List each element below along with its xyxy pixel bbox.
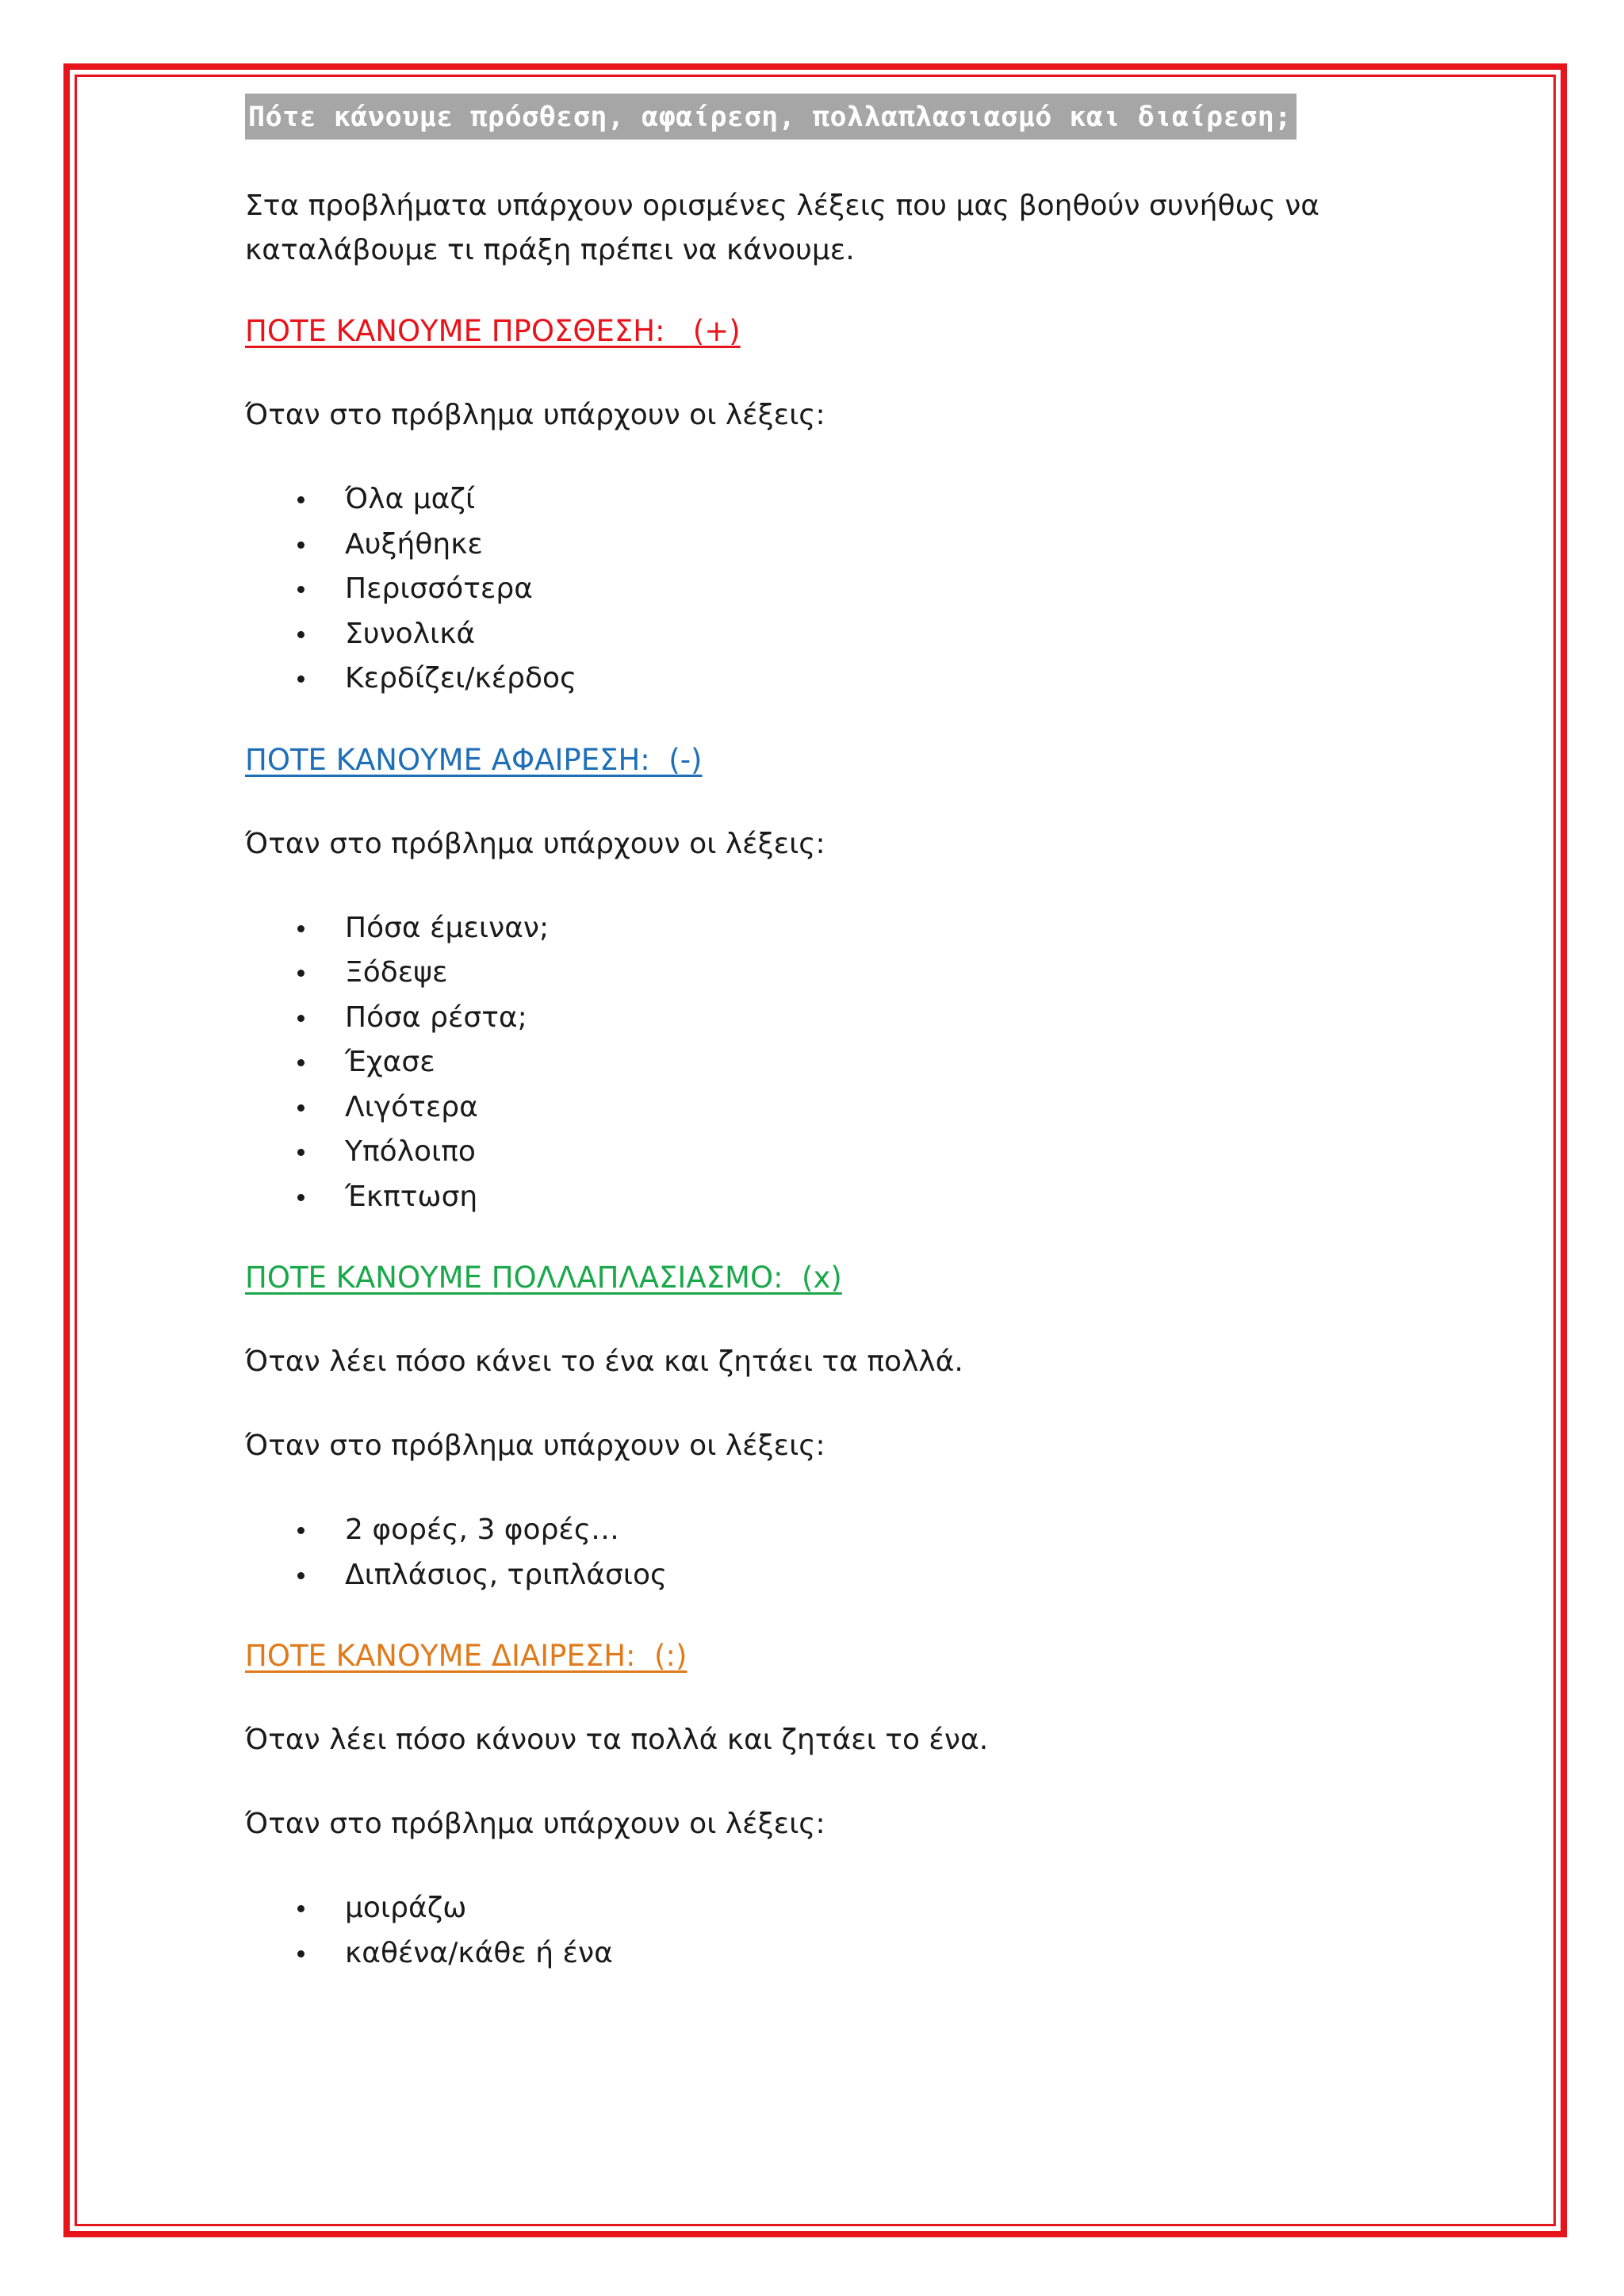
bullet-icon — [297, 1950, 304, 1957]
list-item: Περισσότερα — [245, 567, 1355, 612]
bullet-icon — [297, 675, 304, 683]
bullet-icon — [297, 541, 304, 549]
division-rule: Όταν λέει πόσο κάνουν τα πολλά και ζητάει το ένα. — [245, 1724, 989, 1756]
list-item: 2 φορές, 3 φορές… — [245, 1508, 1355, 1553]
list-item: καθένα/κάθε ή ένα — [245, 1931, 1355, 1976]
multiplication-word-list — [245, 1508, 1355, 1598]
multiplication-rule: Όταν λέει πόσο κάνει το ένα και ζητάει τα πολλά. — [245, 1345, 963, 1378]
bullet-icon — [297, 1104, 304, 1112]
bullet-icon — [297, 925, 304, 932]
list-item: Ξόδεψε — [245, 951, 1355, 996]
bullet-icon — [297, 496, 304, 503]
bullet-icon — [297, 1905, 304, 1912]
bullet-icon — [297, 586, 304, 593]
addition-intro: Όταν στο πρόβλημα υπάρχουν οι λέξεις: — [245, 399, 825, 431]
addition-word-list — [245, 477, 1355, 702]
bullet-icon — [297, 1149, 304, 1156]
list-item: μοιράζω — [245, 1886, 1355, 1931]
page-title: Πότε κάνουμε πρόσθεση, αφαίρεση, πολλαπλασιασμό και διαίρεση; — [245, 94, 1297, 140]
subtraction-word-list — [245, 906, 1355, 1220]
list-item: Λιγότερα — [245, 1085, 1355, 1131]
list-item: Έκπτωση — [245, 1175, 1355, 1220]
division-word-list — [245, 1886, 1355, 1976]
list-item: Διπλάσιος, τριπλάσιος — [245, 1553, 1355, 1598]
bullet-icon — [297, 1059, 304, 1066]
list-item: Πόσα έμειναν; — [245, 906, 1355, 951]
intro-line-1: Στα προβλήματα υπάρχουν ορισμένες λέξεις που μας βοηθούν συνήθως να — [245, 189, 1320, 222]
heading-addition: ΠΟΤΕ ΚΑΝΟΥΜΕ ΠΡΟΣΘΕΣΗ: (+) — [245, 314, 741, 348]
list-item: Αυξήθηκε — [245, 522, 1355, 568]
bullet-icon — [297, 970, 304, 977]
intro-line-2: καταλάβουμε τι πράξη πρέπει να κάνουμε. — [245, 234, 855, 266]
heading-multiplication: ΠΟΤΕ ΚΑΝΟΥΜΕ ΠΟΛΛΑΠΛΑΣΙΑΣΜΟ: (x) — [245, 1261, 842, 1295]
multiplication-intro: Όταν στο πρόβλημα υπάρχουν οι λέξεις: — [245, 1429, 825, 1462]
bullet-icon — [297, 1194, 304, 1201]
list-item: Υπόλοιπο — [245, 1130, 1355, 1175]
list-item: Πόσα ρέστα; — [245, 996, 1355, 1041]
division-intro: Όταν στο πρόβλημα υπάρχουν οι λέξεις: — [245, 1808, 825, 1840]
heading-subtraction: ΠΟΤΕ ΚΑΝΟΥΜΕ ΑΦΑΙΡΕΣΗ: (-) — [245, 742, 703, 777]
list-item: Συνολικά — [245, 612, 1355, 657]
heading-division: ΠΟΤΕ ΚΑΝΟΥΜΕ ΔΙΑΙΡΕΣΗ: (:) — [245, 1639, 688, 1673]
bullet-icon — [297, 1572, 304, 1579]
bullet-icon — [297, 1527, 304, 1534]
document-body — [245, 94, 1355, 1976]
list-item: Έχασε — [245, 1040, 1355, 1085]
list-item: Όλα μαζί — [245, 477, 1355, 522]
bullet-icon — [297, 1015, 304, 1022]
bullet-icon — [297, 631, 304, 638]
subtraction-intro: Όταν στο πρόβλημα υπάρχουν οι λέξεις: — [245, 827, 825, 860]
list-item: Κερδίζει/κέρδος — [245, 656, 1355, 702]
